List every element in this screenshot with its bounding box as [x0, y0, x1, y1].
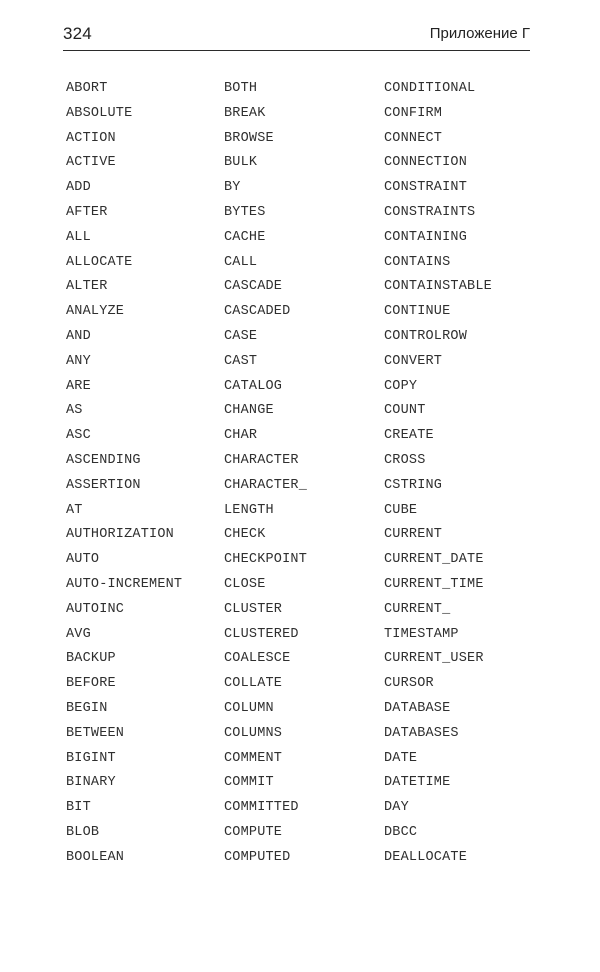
keyword-item: CALL: [224, 254, 258, 270]
keyword-item: CURRENT_DATE: [384, 552, 484, 568]
keyword-item: CUBE: [384, 502, 418, 518]
keyword-item: CURRENT: [384, 527, 443, 543]
keyword-item: CATALOG: [224, 378, 283, 394]
keyword-item: ABORT: [66, 81, 108, 96]
keyword-item: CACHE: [224, 229, 266, 245]
keyword-item: CHARACTER: [224, 452, 299, 468]
keyword-item: COALESCE: [224, 651, 291, 667]
keyword-item: CURRENT_USER: [384, 651, 484, 667]
keyword-item: CHECKPOINT: [224, 552, 308, 568]
keyword-item: DEALLOCATE: [384, 849, 468, 865]
keyword-item: BINARY: [66, 775, 116, 791]
keyword-item: DATE: [384, 750, 418, 766]
keyword-item: ASC: [66, 428, 91, 444]
keyword-item: CHAR: [224, 428, 258, 444]
keyword-item: CONSTRAINT: [384, 180, 468, 196]
keyword-item: AT: [66, 502, 83, 518]
keyword-item: AS: [66, 403, 83, 419]
keyword-item: CONDITIONAL: [384, 81, 476, 96]
keyword-item: ALLOCATE: [66, 254, 133, 270]
keyword-item: CREATE: [384, 428, 434, 444]
keyword-item: CONTAINSTABLE: [384, 279, 492, 295]
keyword-item: BLOB: [66, 824, 100, 840]
keyword-item: AUTO-INCREMENT: [66, 576, 183, 592]
keyword-item: CHANGE: [224, 403, 274, 419]
keyword-item: COLUMN: [224, 700, 274, 716]
keyword-item: BEFORE: [66, 676, 116, 692]
keyword-item: AND: [66, 328, 91, 344]
keyword-item: CLOSE: [224, 576, 266, 592]
keyword-item: CASCADED: [224, 304, 291, 320]
keyword-item: ADD: [66, 180, 91, 196]
keyword-item: CONTAINS: [384, 254, 451, 270]
keyword-item: BACKUP: [66, 651, 116, 667]
keyword-item: CONTROLROW: [384, 328, 468, 344]
keyword-item: CLUSTERED: [224, 626, 299, 642]
keyword-item: BIGINT: [66, 750, 116, 766]
keyword-item: BY: [224, 180, 241, 196]
keyword-item: CROSS: [384, 452, 426, 468]
keyword-item: CHARACTER_: [224, 477, 308, 493]
keyword-item: BOOLEAN: [66, 849, 125, 865]
keyword-item: CONFIRM: [384, 105, 443, 121]
keyword-item: ALTER: [66, 279, 108, 295]
keyword-item: CHECK: [224, 527, 266, 543]
keyword-item: ACTION: [66, 130, 116, 146]
page-header: [63, 22, 530, 51]
keyword-item: CONNECTION: [384, 155, 468, 171]
keyword-item: BOTH: [224, 81, 258, 96]
keyword-item: COPY: [384, 378, 418, 394]
keyword-item: CASCADE: [224, 279, 283, 295]
keyword-item: TIMESTAMP: [384, 626, 459, 642]
keyword-column-1: [66, 77, 221, 871]
keyword-item: DATETIME: [384, 775, 451, 791]
keyword-item: ASSERTION: [66, 477, 141, 493]
keyword-item: ACTIVE: [66, 155, 116, 171]
keyword-item: BULK: [224, 155, 258, 171]
keyword-item: ALL: [66, 229, 91, 245]
keyword-item: AUTHORIZATION: [66, 527, 174, 543]
keyword-item: BIT: [66, 800, 91, 816]
keyword-item: COMMIT: [224, 775, 274, 791]
keyword-item: AVG: [66, 626, 91, 642]
keyword-item: CURRENT_TIME: [384, 576, 484, 592]
keyword-item: AFTER: [66, 204, 108, 220]
keyword-item: CURRENT_: [384, 601, 451, 617]
keyword-item: COUNT: [384, 403, 426, 419]
keyword-item: BEGIN: [66, 700, 108, 716]
keyword-item: BYTES: [224, 204, 266, 220]
keyword-column-2: [224, 77, 379, 871]
keyword-item: CONVERT: [384, 353, 443, 369]
keyword-item: CONSTRAINTS: [384, 204, 476, 220]
page-number: 324: [63, 24, 92, 43]
keyword-item: CASE: [224, 328, 258, 344]
keyword-item: CLUSTER: [224, 601, 283, 617]
keyword-item: CONTINUE: [384, 304, 451, 320]
keyword-item: COMPUTED: [224, 849, 291, 865]
keyword-item: DBCC: [384, 824, 418, 840]
keyword-item: COMMENT: [224, 750, 283, 766]
keyword-item: ARE: [66, 378, 91, 394]
keyword-item: ANY: [66, 353, 91, 369]
keyword-item: CONNECT: [384, 130, 443, 146]
keyword-item: DATABASES: [384, 725, 459, 741]
keyword-item: CSTRING: [384, 477, 443, 493]
keyword-item: LENGTH: [224, 502, 274, 518]
keyword-item: ABSOLUTE: [66, 105, 133, 121]
keyword-item: CURSOR: [384, 676, 434, 692]
keyword-item: BREAK: [224, 105, 266, 121]
keyword-item: COLLATE: [224, 676, 283, 692]
keyword-item: COLUMNS: [224, 725, 283, 741]
keyword-item: AUTO: [66, 552, 100, 568]
keyword-item: COMPUTE: [224, 824, 283, 840]
keyword-item: ANALYZE: [66, 304, 125, 320]
keyword-item: BROWSE: [224, 130, 274, 146]
keyword-item: BETWEEN: [66, 725, 125, 741]
keyword-item: AUTOINC: [66, 601, 125, 617]
keyword-item: DAY: [384, 800, 409, 816]
keyword-item: CAST: [224, 353, 258, 369]
keyword-column-3: [384, 77, 539, 871]
keyword-item: DATABASE: [384, 700, 451, 716]
keyword-item: CONTAINING: [384, 229, 468, 245]
keyword-item: ASCENDING: [66, 452, 141, 468]
running-head: Приложение Г: [429, 25, 530, 42]
keyword-item: COMMITTED: [224, 800, 299, 816]
